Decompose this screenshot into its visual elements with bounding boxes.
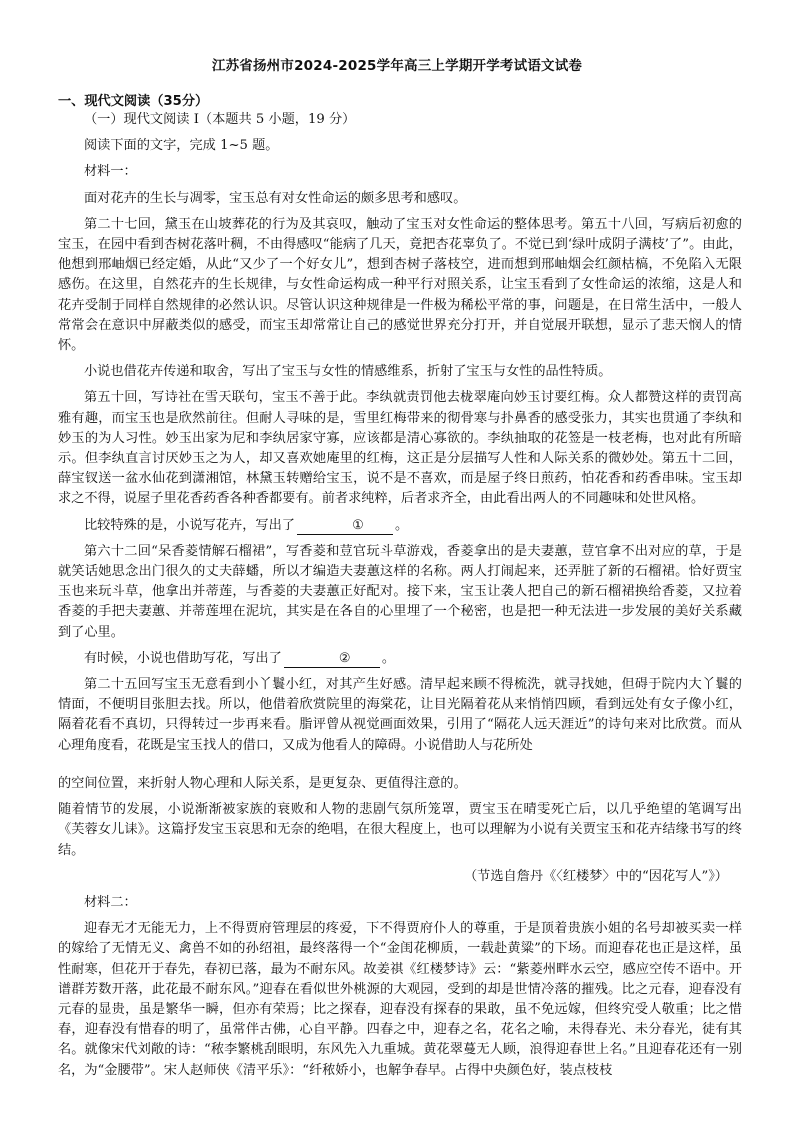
answer-blank-1[interactable]: ① xyxy=(297,518,393,535)
blank1-prefix: 比较特殊的是，小说写花卉，写出了 xyxy=(84,517,295,533)
material2-label: 材料二： xyxy=(84,894,137,910)
paragraph: 小说也借花卉传递和取舍，写出了宝玉与女性的情感维系，折射了宝玉与女性的品性特质。 xyxy=(84,364,612,380)
spacer xyxy=(58,762,742,774)
fill-blank-sentence-2 xyxy=(58,649,742,669)
document-title: 江苏省扬州市2024-2025学年高三上学期开学考试语文试卷 xyxy=(211,58,583,74)
material1-label: 材料一： xyxy=(84,164,137,180)
paragraph: 第二十五回写宝玉无意看到小丫鬟小红，对其产生好感。清早起来顾不得梳洗，就寻找她，但碍于院内大丫鬟的情面，不便明目张胆去找。所以，他借着欣赏院里的海棠花，让目光隔着花从来悄悄四顾，看到远处有女子像小红，隔着花看不真切，只得转过一步再来看。脂评曾从视觉画面效果，引用了“隔花人远天涯近”的诗句来对比欣赏。而从心理角度看，花既是宝玉找人的借口，又成为他看人的障碍。小说借助人与花所处 xyxy=(58,677,742,753)
reading-passage xyxy=(58,110,742,1087)
paragraph: 第五十回，写诗社在雪天联句，宝玉不善于此。李纨就责罚他去栊翠庵向妙玉讨要红梅。众人都赞这样的责罚高雅有趣，而宝玉也是欣然前往。但耐人寻味的是，雪里红梅带来的彻骨寒与扑鼻香的感受张力，其实也贯通了李纨和妙玉的为人习性。妙玉出家为尼和李纨居家守寡，应该都是清心寡欲的。李纨抽取的花签是一枝老梅，也对此有所暗示。但李纨直言讨厌妙玉之为人，却又喜欢她庵里的红梅，这正是分层描写人性和人际关系的微妙处。第五十二回，薛宝钗送一盆水仙花到潇湘馆，林黛玉转赠给宝玉，说不是不喜欢，而是屋子终日煎药，怕花香和药香串味。宝玉却求之不得，说屋子里花香药香各种香都要有。前者求纯粹，后者求齐全，由此看出两人的不同趣味和处世风格。 xyxy=(58,390,742,507)
paragraph: 面对花卉的生长与凋零，宝玉总有对女性命运的颇多思考和感叹。 xyxy=(84,190,467,206)
paragraph: 第二十七回，黛玉在山坡葬花的行为及其哀叹，触动了宝玉对女性命运的整体思考。第五十八回，写病后初愈的宝玉，在园中看到杏树花落叶稠，不由得感叹“能病了几天，竟把杏花辜负了。不觉已到‘绿叶成阴子满枝’了”。由此，他想到邢岫烟已经定婚，从此“又少了一个好女儿”，想到杏树子落枝空，进而想到邢岫烟会红颜枯槁，不免陷入无限感伤。在这里，自然花卉的生长规律，与女性命运构成一种平行对照关系，让宝玉看到了女性命运的浓缩，这是人和花卉受制于同样自然规律的必然认识。尽管认识这种规律是一件极为稀松平常的事，问题是，在日常生活中，一般人常常会在意识中屏蔽类似的感受，而宝玉却常常让自己的感觉世界充分打开，并自觉展开联想，显示了悲天悯人的情怀。 xyxy=(58,216,742,354)
blank2-suffix: 。 xyxy=(381,650,395,666)
fill-blank-sentence-1 xyxy=(58,516,742,536)
paragraph: 的空间位置，来折射人物心理和人际关系，是更复杂、更值得注意的。 xyxy=(58,775,467,791)
blank2-prefix: 有时候，小说也借助写花，写出了 xyxy=(84,650,282,666)
subsection-heading: （一）现代文阅读 I（本题共 5 小题，19 分） xyxy=(84,112,356,127)
paragraph: 迎春无才无能无力，上不得贾府管理层的疼爱，下不得贾府仆人的尊重，于是顶着贵族小姐的名号却被买卖一样的嫁给了无情无义、禽兽不如的孙绍祖，最终落得一个“金闺花柳质，一载赴黄粱”的下场。而迎春花也正是这样，虽性耐寒，但花开于春先，春初已落，最为不耐东风。故姜祺《红楼梦诗》云：“紫菱州畔水云空，感应空传不语中。开谱群芳数开落，此花最不耐东风。”迎春在看似世外桃源的大观园，受到的却是世情冷落的摧残。比之元春，迎春没有元春的显贵，虽是繁华一瞬，但亦有荣焉；比之探春，迎春没有探春的果敢，虽不免远嫁，但终究受人敬重；比之惜春，迎春没有惜春的明了，虽常伴古佛，心自平静。四春之中，迎春之名，花名之喻，未得春光、未分春光，徒有其名。就像宋代刘敞的诗：“秾李繁桃刮眼明，东风先入九重城。黄花翠蔓无人顾，浪得迎春世上名。”且迎春花还有一别名，为“金腰带”。宋人赵师侠《清平乐》：“纤秾娇小，也解争春早。占得中央颜色好，装点枝枝 xyxy=(58,921,742,1078)
section-heading: 一、现代文阅读（35分） xyxy=(58,94,209,109)
blank1-suffix: 。 xyxy=(395,517,409,533)
paragraph: 随着情节的发展，小说渐渐被家族的衰败和人物的悲剧气氛所笼罩，贾宝玉在晴雯死亡后，以几乎绝望的笔调写出《芙蓉女儿诔》。这篇抒发宝玉哀思和无奈的绝唱，在很大程度上，也可以理解为小说有关贾宝玉和花卉结缘书写的终结。 xyxy=(58,802,742,858)
instruction: 阅读下面的文字，完成 1~5 题。 xyxy=(84,138,279,154)
paragraph: 第六十二回“呆香菱情解石榴裙”，写香菱和荳官玩斗草游戏，香菱拿出的是夫妻蕙，荳官拿不出对应的草，于是就笑话她思念出门很久的丈夫薛蟠，所以才编造夫妻蕙这样的名称。两人打闹起来，还弄脏了新的石榴裙。恰好贾宝玉也来玩斗草，他拿出并蒂莲，与香菱的夫妻蕙正好配对。接下来，宝玉让袭人把自己的新石榴裙换给香菱，又拉着香菱的手把夫妻蕙、并蒂莲埋在泥坑，其实是在各自的心里埋了一个秘密，也是把一种无法进一步发展的美好关系藏到了心里。 xyxy=(58,543,742,640)
material1-source: （节选自詹丹《〈红楼梦〉中的“因花写人”》） xyxy=(463,868,728,884)
answer-blank-2[interactable]: ② xyxy=(284,651,380,668)
